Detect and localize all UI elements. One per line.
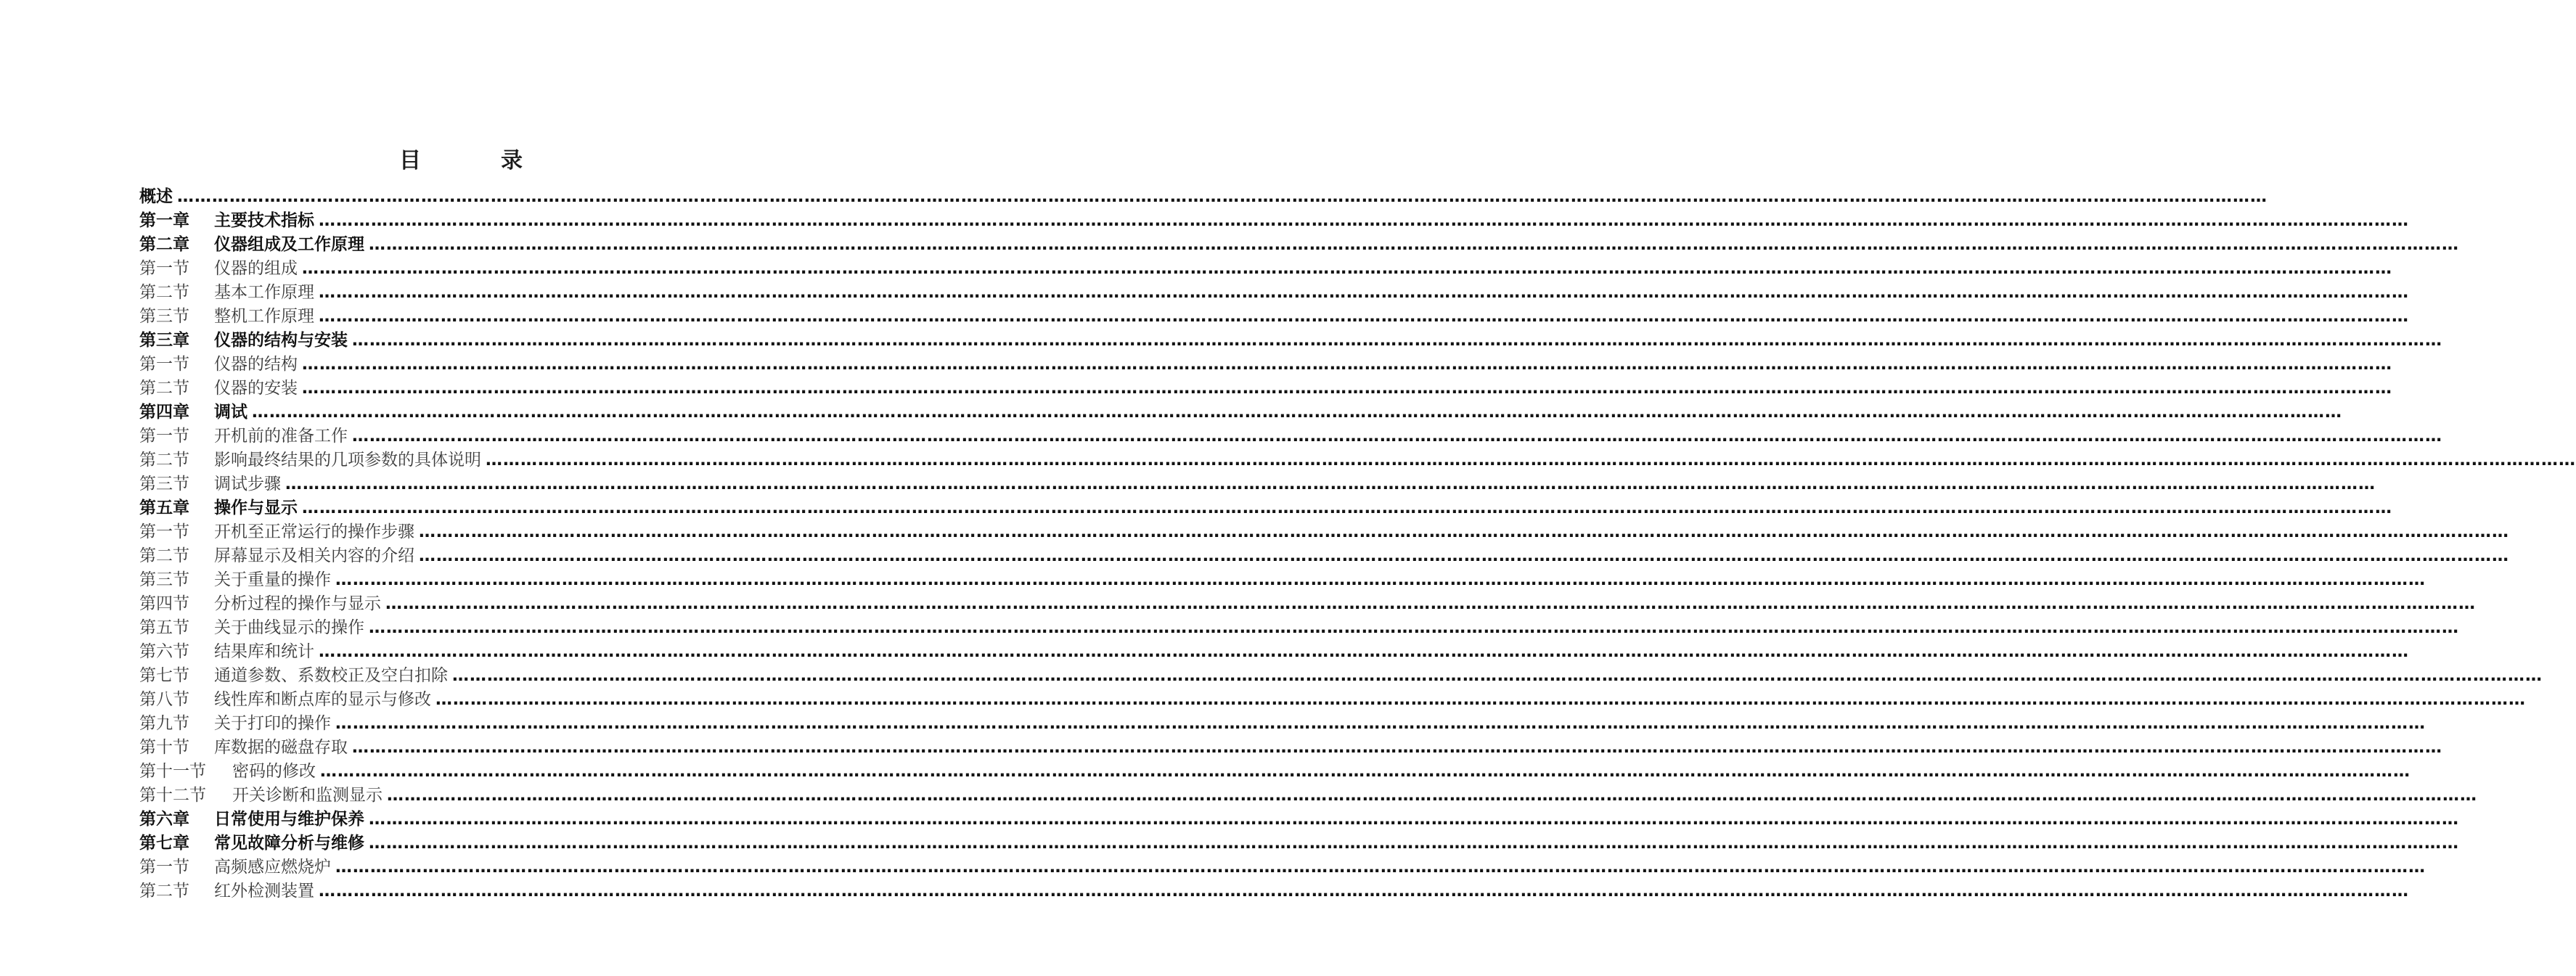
toc-entry-label: 常见故障分析与维修 bbox=[214, 832, 369, 856]
toc-entry-label: 基本工作原理 bbox=[214, 281, 319, 305]
toc-dot-leader: ……………………………………………………………………………………………………………………………………………………………………………………………………………………………………………………………………………………………………………………………… bbox=[436, 690, 2526, 709]
toc-entry-chapter bbox=[0, 808, 2459, 832]
toc-entry-number: 第二节 bbox=[139, 546, 189, 565]
toc-dot-leader: ……………………………………………………………………………………………………………………………………………………………………………………………………………………………………………………………………………………………………………………………… bbox=[352, 427, 2442, 446]
toc-dot-leader: ……………………………………………………………………………………………………………………………………………………………………………………………………………………………………………………………………………………………………………………………… bbox=[452, 666, 2543, 685]
toc-entry-number: 第六章 bbox=[139, 810, 189, 829]
toc-entry-chapter bbox=[0, 832, 2459, 856]
toc-entry-number: 第一节 bbox=[139, 522, 189, 541]
toc-entry-label: 关于打印的操作 bbox=[214, 712, 335, 736]
toc-entry-number: 第八节 bbox=[139, 690, 189, 709]
toc-dot-leader: ……………………………………………………………………………………………………………………………………………………………………………………………………………………………………………………………………………………………………………………………… bbox=[335, 570, 2426, 589]
toc-entry-label: 红外检测装置 bbox=[214, 879, 319, 903]
toc-list bbox=[0, 185, 2576, 903]
toc-entry-section bbox=[0, 568, 2426, 592]
toc-entry-label: 线性库和断点库的显示与修改 bbox=[214, 688, 436, 712]
toc-entry-section bbox=[0, 544, 2509, 568]
toc-entry-number: 第十节 bbox=[139, 738, 189, 757]
toc-entry-number: 第一节 bbox=[139, 858, 189, 877]
toc-entry-chapter bbox=[0, 329, 2442, 353]
toc-entry-section bbox=[0, 281, 2409, 305]
toc-dot-leader: ……………………………………………………………………………………………………………………………………………………………………………………………………………………………………………………………………………………………………………………………… bbox=[369, 618, 2459, 637]
toc-dot-leader: ……………………………………………………………………………………………………………………………………………………………………………………………………………………………………………………………………………………………………………………………… bbox=[352, 331, 2442, 350]
toc-entry-number: 第二节 bbox=[139, 379, 189, 398]
toc-entry-label: 开机至正常运行的操作步骤 bbox=[214, 520, 419, 544]
toc-entry-chapter bbox=[0, 185, 2268, 209]
toc-entry-label: 高频感应燃烧炉 bbox=[214, 856, 335, 879]
toc-entry-label: 屏幕显示及相关内容的介绍 bbox=[214, 544, 419, 568]
toc-entry-section bbox=[0, 856, 2426, 879]
page-title: 目 录 bbox=[399, 148, 552, 173]
toc-dot-leader: ……………………………………………………………………………………………………………………………………………………………………………………………………………………………………………………………………………………………………………………………… bbox=[285, 475, 2376, 493]
toc-dot-leader: ……………………………………………………………………………………………………………………………………………………………………………………………………………………………………………………………………………………………………………………………… bbox=[319, 642, 2409, 661]
toc-entry-label: 日常使用与维护保养 bbox=[214, 808, 369, 832]
toc-entry-section bbox=[0, 592, 2476, 616]
toc-dot-leader: ……………………………………………………………………………………………………………………………………………………………………………………………………………………………………………………………………………………………………………………………… bbox=[486, 451, 2576, 469]
toc-entry-number: 第一节 bbox=[139, 427, 189, 446]
toc-dot-leader: ……………………………………………………………………………………………………………………………………………………………………………………………………………………………………………………………………………………………………………………………… bbox=[320, 762, 2411, 781]
toc-entry-number: 第七章 bbox=[139, 834, 189, 853]
toc-entry-section bbox=[0, 353, 2392, 377]
toc-entry-section bbox=[0, 712, 2426, 736]
toc-entry-section bbox=[0, 760, 2411, 784]
toc-entry-number: 第十二节 bbox=[139, 786, 206, 805]
toc-entry-label: 仪器的安装 bbox=[214, 377, 302, 401]
toc-entry-label: 密码的修改 bbox=[232, 760, 320, 784]
toc-dot-leader: ……………………………………………………………………………………………………………………………………………………………………………………………………………………………………………………………………………………………………………………………… bbox=[319, 211, 2409, 230]
toc-dot-leader: ……………………………………………………………………………………………………………………………………………………………………………………………………………………………………………………………………………………………………………………………… bbox=[252, 403, 2342, 422]
toc-entry-number: 第五节 bbox=[139, 618, 189, 637]
toc-entry-section bbox=[0, 736, 2442, 760]
toc-entry-label: 调试步骤 bbox=[214, 472, 285, 496]
toc-dot-leader: ……………………………………………………………………………………………………………………………………………………………………………………………………………………………………………………………………………………………………………………………… bbox=[319, 882, 2409, 901]
toc-entry-number: 第一节 bbox=[139, 259, 189, 278]
toc-entry-label: 概述 bbox=[139, 185, 177, 209]
toc-entry-label: 整机工作原理 bbox=[214, 305, 319, 329]
toc-entry-chapter bbox=[0, 209, 2409, 233]
toc-entry-number: 第三节 bbox=[139, 307, 189, 326]
toc-entry-number: 第二章 bbox=[139, 235, 189, 254]
toc-entry-label: 分析过程的操作与显示 bbox=[214, 592, 385, 616]
toc-entry-number: 第二节 bbox=[139, 451, 189, 469]
toc-dot-leader: ……………………………………………………………………………………………………………………………………………………………………………………………………………………………………………………………………………………………………………………………… bbox=[302, 355, 2392, 374]
toc-entry-number: 第四章 bbox=[139, 403, 189, 422]
toc-dot-leader: ……………………………………………………………………………………………………………………………………………………………………………………………………………………………………………………………………………………………………………………………… bbox=[385, 594, 2476, 613]
toc-entry-section bbox=[0, 305, 2409, 329]
toc-dot-leader: ……………………………………………………………………………………………………………………………………………………………………………………………………………………………………………………………………………………………………………………………… bbox=[369, 834, 2459, 853]
toc-dot-leader: ……………………………………………………………………………………………………………………………………………………………………………………………………………………………………………………………………………………………………………………………… bbox=[319, 283, 2409, 302]
toc-dot-leader: ……………………………………………………………………………………………………………………………………………………………………………………………………………………………………………………………………………………………………………………………… bbox=[369, 235, 2459, 254]
toc-entry-chapter bbox=[0, 401, 2342, 425]
toc-entry-number: 第二节 bbox=[139, 882, 189, 901]
toc-dot-leader: ……………………………………………………………………………………………………………………………………………………………………………………………………………………………………………………………………………………………………………………………… bbox=[352, 738, 2442, 757]
toc-entry-label: 仪器的组成 bbox=[214, 257, 302, 281]
toc-dot-leader: ……………………………………………………………………………………………………………………………………………………………………………………………………………………………………………………………………………………………………………………………… bbox=[335, 714, 2426, 733]
toc-entry-section bbox=[0, 879, 2409, 903]
toc-entry-label: 仪器组成及工作原理 bbox=[214, 233, 369, 257]
toc-dot-leader: ……………………………………………………………………………………………………………………………………………………………………………………………………………………………………………………………………………………………………………………………… bbox=[177, 187, 2268, 206]
toc-dot-leader: ……………………………………………………………………………………………………………………………………………………………………………………………………………………………………………………………………………………………………………………………… bbox=[419, 522, 2509, 541]
toc-dot-leader: ……………………………………………………………………………………………………………………………………………………………………………………………………………………………………………………………………………………………………………………………… bbox=[302, 499, 2392, 517]
toc-entry-number: 第四节 bbox=[139, 594, 189, 613]
toc-entry-label: 关于重量的操作 bbox=[214, 568, 335, 592]
toc-entry-section bbox=[0, 377, 2392, 401]
toc-entry-label: 库数据的磁盘存取 bbox=[214, 736, 352, 760]
toc-entry-number: 第二节 bbox=[139, 283, 189, 302]
toc-entry-label: 开机前的准备工作 bbox=[214, 425, 352, 448]
toc-entry-number: 第九节 bbox=[139, 714, 189, 733]
toc-entry-label: 仪器的结构 bbox=[214, 353, 302, 377]
toc-entry-number: 第七节 bbox=[139, 666, 189, 685]
toc-entry-section bbox=[0, 640, 2409, 664]
toc-entry-label: 关于曲线显示的操作 bbox=[214, 616, 369, 640]
toc-entry-number: 第一章 bbox=[139, 211, 189, 230]
toc-entry-number: 第三节 bbox=[139, 475, 189, 493]
toc-entry-label: 调试 bbox=[214, 401, 252, 425]
toc-dot-leader: ……………………………………………………………………………………………………………………………………………………………………………………………………………………………………………………………………………………………………………………………… bbox=[369, 810, 2459, 829]
toc-entry-label: 通道参数、系数校正及空白扣除 bbox=[214, 664, 452, 688]
toc-dot-leader: ……………………………………………………………………………………………………………………………………………………………………………………………………………………………………………………………………………………………………………………………… bbox=[335, 858, 2426, 877]
toc-entry-chapter bbox=[0, 233, 2459, 257]
toc-entry-number: 第五章 bbox=[139, 499, 189, 517]
toc-entry-number: 第三章 bbox=[139, 331, 189, 350]
toc-entry-label: 操作与显示 bbox=[214, 496, 302, 520]
toc-dot-leader: ……………………………………………………………………………………………………………………………………………………………………………………………………………………………………………………………………………………………………………………………… bbox=[319, 307, 2409, 326]
toc-entry-section bbox=[0, 688, 2526, 712]
toc-entry-section bbox=[0, 664, 2543, 688]
toc-entry-label: 仪器的结构与安装 bbox=[214, 329, 352, 353]
toc-entry-section bbox=[0, 616, 2459, 640]
toc-dot-leader: ……………………………………………………………………………………………………………………………………………………………………………………………………………………………………………………………………………………………………………………………… bbox=[387, 786, 2477, 805]
toc-entry-section bbox=[0, 425, 2442, 448]
toc-entry-section bbox=[0, 520, 2509, 544]
toc-entry-number: 第一节 bbox=[139, 355, 189, 374]
toc-dot-leader: ……………………………………………………………………………………………………………………………………………………………………………………………………………………………………………………………………………………………………………………………… bbox=[419, 546, 2509, 565]
toc-entry-number: 第三节 bbox=[139, 570, 189, 589]
toc-entry-label: 开关诊断和监测显示 bbox=[232, 784, 387, 808]
toc-entry-label: 影响最终结果的几项参数的具体说明 bbox=[214, 448, 486, 472]
toc-entry-section bbox=[0, 784, 2477, 808]
toc-entry-label: 结果库和统计 bbox=[214, 640, 319, 664]
toc-entry-number: 第十一节 bbox=[139, 762, 206, 781]
toc-entry-label: 主要技术指标 bbox=[214, 209, 319, 233]
toc-entry-number: 第六节 bbox=[139, 642, 189, 661]
toc-entry-section bbox=[0, 257, 2392, 281]
toc-dot-leader: ……………………………………………………………………………………………………………………………………………………………………………………………………………………………………………………………………………………………………………………………… bbox=[302, 379, 2392, 398]
toc-entry-section bbox=[0, 472, 2376, 496]
toc-entry-section bbox=[0, 448, 2576, 472]
toc-entry-chapter bbox=[0, 496, 2392, 520]
toc-dot-leader: ……………………………………………………………………………………………………………………………………………………………………………………………………………………………………………………………………………………………………………………………… bbox=[302, 259, 2392, 278]
